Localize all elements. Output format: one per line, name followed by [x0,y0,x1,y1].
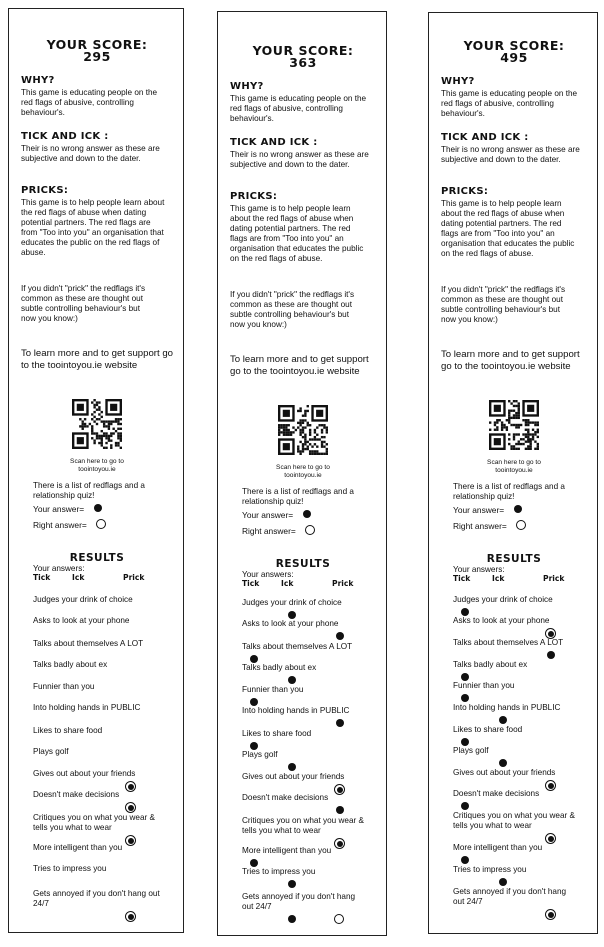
why-text: This game is educating people on the red flags of abusive, controlling behaviour's. [21,88,158,117]
question-6: Into holding hands in PUBLIC [242,706,350,715]
col-tick: Tick [242,579,260,588]
answer-correct-mark [334,838,345,849]
legend-right-answer-ring [516,520,526,530]
question-1: Judges your drink of choice [242,598,342,607]
question-8: Plays golf [242,750,278,759]
your-answer-mark [547,651,555,659]
your-answer-mark [288,915,296,923]
results-heading: RESULTS [486,553,542,565]
question-1: Judges your drink of choice [453,595,553,604]
tick-ick-heading: TICK AND ICK : [21,131,109,142]
your-answer-mark [461,738,469,746]
col-ick: Ick [492,574,505,583]
question-13: Tries to impress you [453,865,527,874]
your-answer-mark [250,742,258,750]
legend-right-answer-ring [96,519,106,529]
answer-correct-mark [545,780,556,791]
answer-correct-mark [125,911,136,922]
your-answer-mark [461,856,469,864]
question-6: Into holding hands in PUBLIC [453,703,561,712]
question-4: Talks badly about ex [33,660,108,669]
your-answer-mark [499,878,507,886]
question-12: More intelligent than you [33,843,123,852]
your-answer-mark [250,859,258,867]
score-card-2 [217,11,387,936]
tick-ick-text: Their is no wrong answer as these are subjective and down to the dater. [21,144,160,163]
qr-code[interactable] [278,405,328,455]
your-answers-label: Your answers: [33,564,85,573]
question-11: Critiques you on what you wear & tells you what to wear [33,813,155,832]
col-tick: Tick [33,573,51,582]
your-answer-mark [499,759,507,767]
question-11: Critiques you on what you wear & tells you what to wear [242,816,364,835]
tick-ick-text: Their is no wrong answer as these are subjective and down to the dater. [230,150,369,169]
quiz-list-text: There is a list of redflags and a relationship quiz! [33,481,145,500]
pricks-text: This game is to help people learn about the red flags of abuse when dating potential partners. The red flags are from "Too into you" an organisation that educates the public on the red flags of abuse. [21,198,165,257]
question-4: Talks badly about ex [242,663,317,672]
qr-code[interactable] [489,400,539,450]
legend-right-answer: Right answer= [453,521,507,531]
your-answer-mark [288,611,296,619]
question-7: Likes to share food [33,726,103,735]
question-1: Judges your drink of choice [33,595,133,604]
pricks-text: This game is to help people learn about the red flags of abuse when dating potential partners. The red flags are from "Too into you" an organisation that educates the public on the red flags of abuse. [441,199,575,258]
pricks-heading: PRICKS: [441,186,489,197]
right-answer-mark [334,914,344,924]
your-answers-label: Your answers: [453,565,505,574]
question-13: Tries to impress you [242,867,316,876]
learn-more-text: To learn more and to get support go to the toointoyou.ie website [441,349,580,372]
learn-more-text: To learn more and to get support go to the toointoyou.ie website [230,354,369,377]
didnt-prick-text: If you didn't "prick" the redflags it's common as these are thought out subtle controlling behaviour's but now you know:) [21,284,146,323]
question-2: Asks to look at your phone [33,616,130,625]
qr-caption: Scan here to go to toointoyou.ie [276,464,330,479]
your-answer-mark [250,698,258,706]
pricks-text: This game is to help people learn about the red flags of abuse when dating potential partners. The red flags are from "Too into you" an organisation that educates the public on the red flags of abuse. [230,204,364,263]
score-title: YOUR SCORE: [252,43,354,58]
your-answer-mark [288,763,296,771]
question-2: Asks to look at your phone [453,616,550,625]
question-10: Doesn't make decisions [453,789,540,798]
qr-code[interactable] [72,399,122,449]
question-8: Plays golf [453,746,489,755]
legend-your-answer: Your answer= [453,505,505,515]
your-answers-label: Your answers: [242,570,294,579]
answer-correct-mark [545,909,556,920]
question-12: More intelligent than you [453,843,543,852]
score-value: 495 [500,50,528,65]
col-tick: Tick [453,574,471,583]
question-10: Doesn't make decisions [242,793,329,802]
col-prick: Prick [543,574,565,583]
legend-your-answer-dot [94,504,102,512]
qr-caption: Scan here to go to toointoyou.ie [70,458,124,473]
learn-more-text: To learn more and to get support go to the toointoyou.ie website [21,348,173,371]
your-answer-mark [461,608,469,616]
score-card-1 [8,8,184,933]
your-answer-mark [461,694,469,702]
question-12: More intelligent than you [242,846,332,855]
legend-your-answer-dot [514,505,522,513]
question-14: Gets annoyed if you don't hang out 24/7 [453,887,567,906]
question-5: Funnier than you [33,682,95,691]
why-text: This game is educating people on the red flags of abusive, controlling behaviour's. [441,89,578,118]
legend-right-answer: Right answer= [242,526,296,536]
answer-correct-mark [125,835,136,846]
why-heading: WHY? [441,76,475,87]
question-5: Funnier than you [242,685,304,694]
question-9: Gives out about your friends [33,769,136,778]
answer-correct-mark [334,784,345,795]
pricks-heading: PRICKS: [21,185,69,196]
answer-correct-mark [545,833,556,844]
legend-right-answer-ring [305,525,315,535]
answer-correct-mark [125,781,136,792]
quiz-list-text: There is a list of redflags and a relationship quiz! [453,482,565,501]
your-answer-mark [250,655,258,663]
your-answer-mark [461,802,469,810]
question-7: Likes to share food [242,729,312,738]
score-title: YOUR SCORE: [46,37,148,52]
question-2: Asks to look at your phone [242,619,339,628]
tick-ick-heading: TICK AND ICK : [441,132,529,143]
score-title: YOUR SCORE: [463,38,565,53]
your-answer-mark [336,719,344,727]
legend-your-answer: Your answer= [242,510,294,520]
why-heading: WHY? [230,81,264,92]
question-14: Gets annoyed if you don't hang out 24/7 [33,889,160,908]
question-8: Plays golf [33,747,69,756]
question-5: Funnier than you [453,681,515,690]
col-ick: Ick [281,579,294,588]
tick-ick-heading: TICK AND ICK : [230,137,318,148]
your-answer-mark [499,716,507,724]
question-7: Likes to share food [453,725,523,734]
question-9: Gives out about your friends [453,768,556,777]
tick-ick-text: Their is no wrong answer as these are subjective and down to the dater. [441,145,580,164]
legend-right-answer: Right answer= [33,520,87,530]
your-answer-mark [288,676,296,684]
legend-your-answer: Your answer= [33,504,85,514]
question-13: Tries to impress you [33,864,107,873]
results-heading: RESULTS [69,552,125,564]
score-value: 295 [83,49,111,64]
legend-your-answer-dot [303,510,311,518]
question-3: Talks about themselves A LOT [33,639,144,648]
quiz-list-text: There is a list of redflags and a relationship quiz! [242,487,354,506]
your-answer-mark [336,806,344,814]
col-prick: Prick [123,573,145,582]
your-answer-mark [288,880,296,888]
question-14: Gets annoyed if you don't hang out 24/7 [242,892,356,911]
question-4: Talks badly about ex [453,660,528,669]
question-3: Talks about themselves A LOT [453,638,564,647]
col-prick: Prick [332,579,354,588]
question-6: Into holding hands in PUBLIC [33,703,141,712]
qr-caption: Scan here to go to toointoyou.ie [487,459,541,474]
your-answer-mark [461,673,469,681]
col-ick: Ick [72,573,85,582]
question-3: Talks about themselves A LOT [242,642,353,651]
question-11: Critiques you on what you wear & tells you what to wear [453,811,575,830]
score-card-3 [428,12,598,934]
why-text: This game is educating people on the red flags of abusive, controlling behaviour's. [230,94,367,123]
results-heading: RESULTS [275,558,331,570]
your-answer-mark [336,632,344,640]
didnt-prick-text: If you didn't "prick" the redflags it's common as these are thought out subtle controlling behaviour's but now you know:) [230,290,355,329]
question-9: Gives out about your friends [242,772,345,781]
didnt-prick-text: If you didn't "prick" the redflags it's common as these are thought out subtle controlling behaviour's but now you know:) [441,285,566,324]
why-heading: WHY? [21,75,55,86]
answer-correct-mark [125,802,136,813]
pricks-heading: PRICKS: [230,191,278,202]
question-10: Doesn't make decisions [33,790,120,799]
score-value: 363 [289,55,317,70]
